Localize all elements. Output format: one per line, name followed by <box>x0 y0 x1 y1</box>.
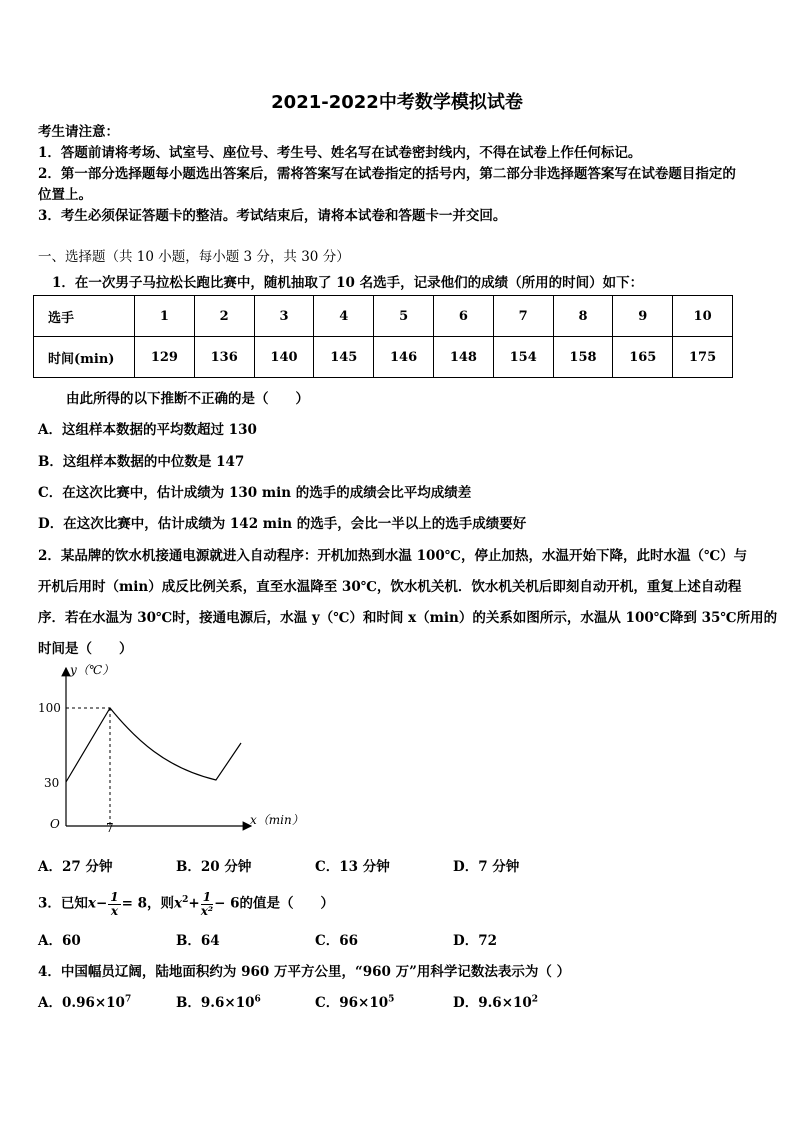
q4-option-d <box>453 991 538 1011</box>
notice-item-1: 1．答题前请将考场、试室号、座位号、考生号、姓名写在试卷密封线内，不得在试卷上作任何标记。 <box>38 145 642 161</box>
q3-prefix: 3．已知 <box>38 895 88 912</box>
time-cell: 146 <box>374 337 434 378</box>
time-cell: 145 <box>314 337 374 378</box>
q3-frac2-den: x² <box>200 903 214 918</box>
q4-option-a-text: A．0.96×10 <box>38 995 125 1011</box>
y-tick-100: 100 <box>38 701 61 715</box>
q3-frac1-den: x <box>110 903 119 918</box>
player-cell: 4 <box>314 296 374 337</box>
player-cell: 9 <box>613 296 673 337</box>
q1-option-b: B．这组样本数据的中位数是 147 <box>38 454 245 470</box>
y-tick-30: 30 <box>44 776 60 790</box>
time-cell: 158 <box>553 337 613 378</box>
table-row <box>34 296 733 337</box>
q3-eq: = 8 <box>121 895 148 912</box>
time-cell: 154 <box>493 337 553 378</box>
q3-frac1-num: 1 <box>110 889 119 904</box>
q3-stem <box>38 880 334 924</box>
page-title: 2021-2022中考数学模拟试卷 <box>271 92 523 113</box>
q4-option-b-text: B．9.6×10 <box>176 995 255 1011</box>
row-label-time: 时间(min) <box>34 337 135 378</box>
q1-table <box>33 295 733 378</box>
time-cell: 129 <box>135 337 195 378</box>
player-cell: 8 <box>553 296 613 337</box>
q2-option-b: B．20 分钟 <box>176 859 252 875</box>
q2-option-c: C．13 分钟 <box>315 859 390 875</box>
player-cell: 5 <box>374 296 434 337</box>
q3-option-d: D．72 <box>453 933 497 949</box>
x-tick-7: 7 <box>106 821 114 835</box>
q4-option-c-exp: 5 <box>388 994 395 1005</box>
q4-option-d-text: D．9.6×10 <box>453 995 532 1011</box>
q4-option-c-text: C．96×10 <box>315 995 389 1011</box>
row-label-player: 选手 <box>34 296 135 337</box>
q3-option-b: B．64 <box>176 933 220 949</box>
time-cell: 165 <box>613 337 673 378</box>
q1-stem: 1．在一次男子马拉松长跑比赛中，随机抽取了 10 名选手，记录他们的成绩（所用的时间）如下： <box>52 275 644 291</box>
q3-suffix: 的值是（ ） <box>239 895 335 912</box>
q3-fraction-2 <box>201 891 213 918</box>
notice-heading: 考生请注意： <box>38 124 119 140</box>
q3-plus: + <box>188 895 200 912</box>
temperature-curve <box>66 708 241 782</box>
q1-option-c: C．在这次比赛中，估计成绩为 130 min 的选手的成绩会比平均成绩差 <box>38 485 472 501</box>
q4-option-c <box>315 991 394 1011</box>
q2-line-4: 时间是（ ） <box>38 641 133 657</box>
player-cell: 7 <box>493 296 553 337</box>
notice-item-2-cont: 位置上。 <box>38 187 92 203</box>
x-axis-label: x（min） <box>250 813 304 827</box>
q1-question: 由此所得的以下推断不正确的是（ ） <box>66 391 309 407</box>
q3-var-x: x <box>87 895 96 912</box>
player-cell: 10 <box>673 296 733 337</box>
player-cell: 3 <box>254 296 314 337</box>
q3-option-a: A．60 <box>38 933 81 949</box>
q3-square: 2 <box>182 895 189 905</box>
q3-minus: − <box>95 895 108 912</box>
q3-var-x2: x <box>174 895 183 912</box>
time-cell: 175 <box>673 337 733 378</box>
q4-option-b-exp: 6 <box>254 994 261 1005</box>
player-cell: 2 <box>194 296 254 337</box>
player-cell: 1 <box>135 296 195 337</box>
time-cell: 140 <box>254 337 314 378</box>
q4-option-a <box>38 991 131 1011</box>
q1-option-d: D．在这次比赛中，估计成绩为 142 min 的选手，会比一半以上的选手成绩要好 <box>38 516 527 532</box>
time-cell: 148 <box>433 337 493 378</box>
q4-option-d-exp: 2 <box>531 994 539 1005</box>
notice-item-2: 2．第一部分选择题每小题选出答案后，需将答案写在试卷指定的括号内，第二部分非选择题答案写在试卷题目指定的 <box>38 166 736 182</box>
q4-stem: 4．中国幅员辽阔，陆地面积约为 960 万平方公里，“960 万”用科学记数法表示为（ ） <box>38 964 571 980</box>
q2-line-1: 2．某品牌的饮水机接通电源就进入自动程序：开机加热到水温 100℃，停止加热，水温开始下降，此时水温（℃）与 <box>38 548 748 564</box>
q2-option-d: D．7 分钟 <box>453 859 520 875</box>
time-cell: 136 <box>194 337 254 378</box>
q4-option-a-exp: 7 <box>124 994 132 1005</box>
q3-fraction-1 <box>108 891 120 918</box>
q3-frac2-num: 1 <box>202 889 212 904</box>
q4-option-b <box>176 991 261 1011</box>
q2-option-a: A．27 分钟 <box>38 859 113 875</box>
origin-label: O <box>50 817 60 831</box>
player-cell: 6 <box>433 296 493 337</box>
section-heading: 一、选择题（共 10 小题，每小题 3 分，共 30 分） <box>38 249 350 265</box>
q2-line-3: 序．若在水温为 30℃时，接通电源后，水温 y（℃）和时间 x（min）的关系如图所示，水温从 100℃降到 35℃所用的 <box>38 610 778 626</box>
q1-option-a: A．这组样本数据的平均数超过 130 <box>38 422 257 438</box>
table-row <box>34 337 733 378</box>
q3-mid: ，则 <box>147 895 175 912</box>
q2-line-2: 开机后用时（min）成反比例关系，直至水温降至 30℃，饮水机关机．饮水机关机后即刻自动开机，重复上述自动程 <box>38 579 742 595</box>
q3-minus6: − 6 <box>214 895 240 912</box>
q3-option-c: C．66 <box>315 933 359 949</box>
y-axis-label: y（℃） <box>70 663 115 677</box>
q2-graph <box>36 660 306 844</box>
notice-item-3: 3．考生必须保证答题卡的整洁。考试结束后，请将本试卷和答题卡一并交回。 <box>38 208 507 224</box>
